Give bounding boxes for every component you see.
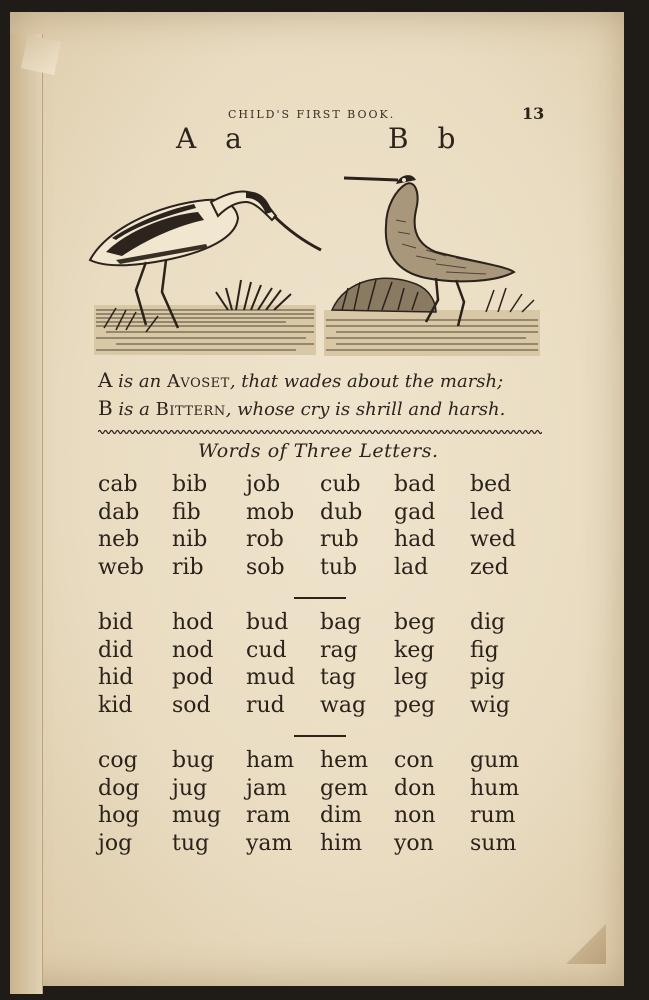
caption-line-a: [98, 368, 503, 392]
bird-engraving: [86, 160, 542, 362]
group-divider-1: [294, 597, 346, 599]
word-item: rag: [320, 637, 358, 663]
word-item: dab: [98, 499, 140, 525]
letter-pair-b: B b: [388, 122, 466, 155]
word-item: tug: [172, 830, 210, 856]
word-item: cud: [246, 637, 287, 663]
word-item: dub: [320, 499, 363, 525]
word-item: dog: [98, 775, 140, 801]
word-item: jog: [98, 830, 133, 856]
word-item: hem: [320, 748, 369, 773]
word-item: fib: [172, 499, 201, 525]
word-item: hid: [98, 665, 134, 690]
word-item: mud: [246, 665, 296, 690]
word-item: sum: [470, 830, 517, 856]
word-item: jug: [172, 775, 208, 801]
word-item: wag: [320, 692, 367, 718]
caption-letter-b: B: [98, 396, 113, 420]
word-item: hog: [98, 803, 140, 828]
folded-corner-top: [21, 35, 61, 75]
wavy-divider: [98, 428, 542, 436]
word-item: hum: [470, 775, 520, 801]
word-item: cub: [320, 472, 361, 497]
word-item: mug: [172, 803, 222, 828]
caption-bird-avoset: Avoset: [166, 371, 230, 392]
word-item: dig: [470, 610, 506, 635]
word-item: zed: [470, 554, 509, 580]
word-item: nib: [172, 527, 208, 552]
word-item: cab: [98, 472, 138, 497]
word-item: gem: [320, 775, 368, 801]
word-item: led: [470, 499, 505, 525]
section-title: Words of Three Letters.: [198, 440, 439, 462]
word-item: rib: [172, 554, 204, 580]
word-item: beg: [394, 610, 436, 635]
bittern-illustration: [324, 175, 540, 356]
word-item: job: [246, 472, 281, 497]
word-item: pod: [172, 665, 214, 690]
caption-text-a-post: , that wades about the marsh;: [229, 371, 504, 392]
binding-edge: [10, 34, 43, 994]
word-item: wed: [470, 527, 516, 552]
word-item: him: [320, 830, 363, 856]
word-item: ram: [246, 803, 291, 828]
word-item: peg: [394, 692, 436, 718]
word-item: bed: [470, 472, 512, 497]
word-item: yam: [246, 830, 293, 856]
caption-letter-a: A: [98, 368, 113, 392]
caption-text-a-pre: is an: [112, 371, 167, 392]
word-item: bad: [394, 472, 436, 497]
word-item: cog: [98, 748, 138, 773]
folded-corner-bottom: [566, 924, 606, 964]
word-item: tub: [320, 554, 358, 580]
word-item: lad: [394, 554, 429, 580]
word-item: sod: [172, 692, 211, 718]
word-item: kid: [98, 692, 133, 718]
word-item: bug: [172, 748, 215, 773]
word-item: leg: [394, 665, 429, 690]
word-item: jam: [246, 775, 287, 801]
word-item: rum: [470, 803, 516, 828]
caption-text-b-pre: is a: [112, 399, 156, 420]
word-item: dim: [320, 803, 362, 828]
caption-text-b-post: , whose cry is shrill and harsh.: [225, 399, 506, 420]
word-item: keg: [394, 637, 435, 663]
page-number: 13: [522, 104, 545, 123]
word-item: hod: [172, 610, 214, 635]
word-item: fig: [470, 637, 499, 663]
word-item: tag: [320, 665, 357, 690]
word-item: sob: [246, 554, 285, 580]
word-item: don: [394, 775, 436, 801]
word-item: neb: [98, 527, 140, 552]
caption-line-b: [98, 396, 505, 420]
word-item: bib: [172, 472, 208, 497]
group-divider-2: [294, 735, 346, 737]
word-item: bag: [320, 610, 362, 635]
word-item: gum: [470, 748, 520, 773]
word-item: did: [98, 637, 134, 663]
word-item: ham: [246, 748, 295, 773]
caption-bird-bittern: Bittern: [155, 399, 226, 420]
word-item: yon: [394, 830, 434, 856]
word-item: rud: [246, 692, 285, 718]
word-item: web: [98, 554, 144, 580]
word-item: bid: [98, 610, 134, 635]
word-item: had: [394, 527, 436, 552]
running-head: CHILD'S FIRST BOOK.: [228, 108, 396, 121]
word-item: mob: [246, 499, 295, 525]
avocet-illustration: [90, 191, 321, 355]
word-item: nod: [172, 637, 214, 663]
word-item: rob: [246, 527, 284, 552]
letter-pair-a: A a: [176, 122, 252, 155]
word-item: bud: [246, 610, 289, 635]
word-item: con: [394, 748, 434, 773]
word-item: pig: [470, 665, 506, 690]
word-item: rub: [320, 527, 359, 552]
word-item: wig: [470, 692, 510, 718]
word-item: non: [394, 803, 436, 828]
word-item: gad: [394, 499, 436, 525]
